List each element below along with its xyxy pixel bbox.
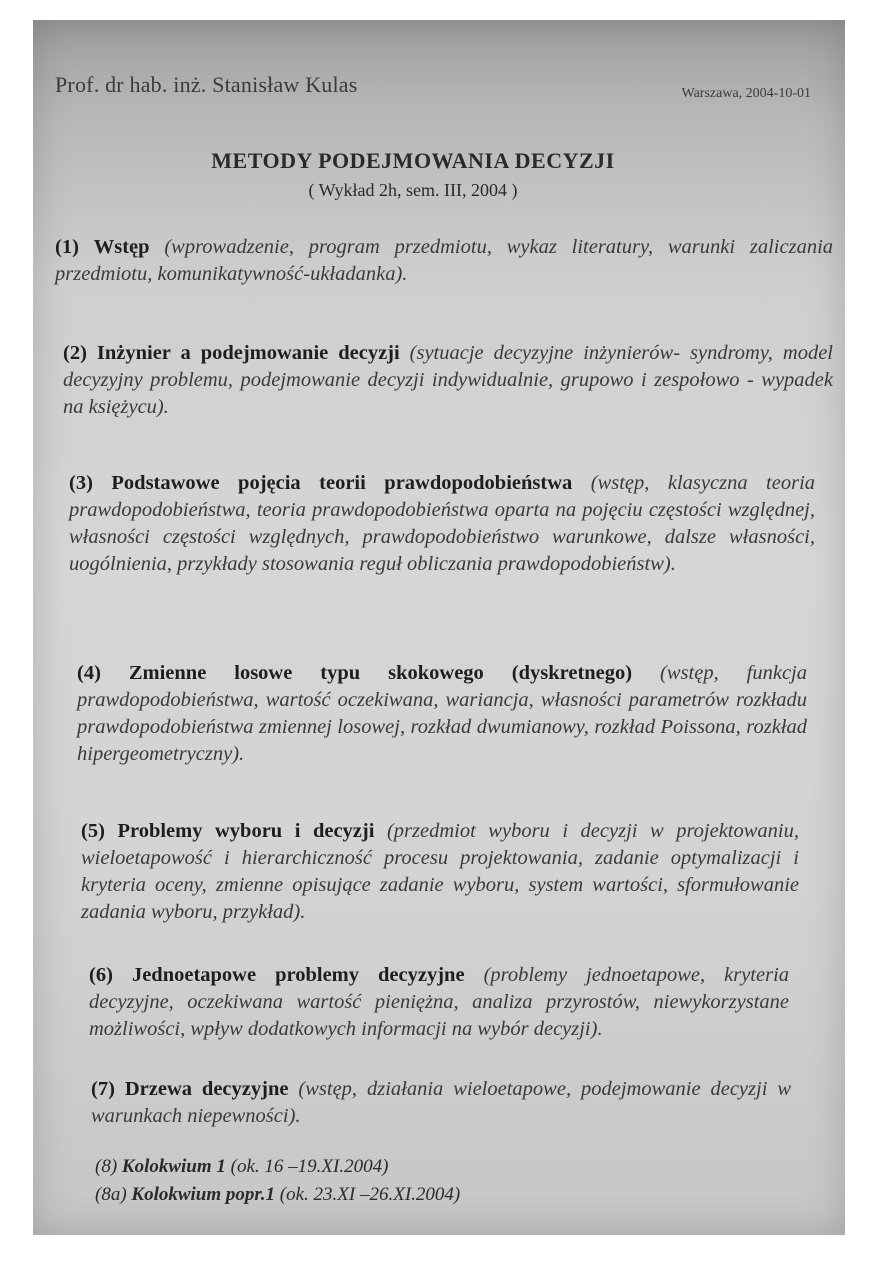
item-heading: Problemy wyboru i decyzji — [117, 820, 375, 842]
item-description: (wstęp, funkcja prawdopodobieństwa, wartość oczekiwana, wariancja, własności parametrów rozkładu prawdopodobieństwa zmiennej losowej, rozkład dwumianowy, rozkład Poissona, rozkład hipergeometryczny). — [77, 662, 807, 765]
item-number: (7) — [91, 1078, 115, 1100]
colloquium-number: (8a) — [95, 1184, 127, 1205]
item-number: (3) — [69, 472, 93, 494]
item-number: (1) — [55, 236, 79, 258]
author-line: Prof. dr hab. inż. Stanisław Kulas — [55, 72, 358, 97]
lecture-item-7 — [91, 1076, 791, 1130]
colloquium-dates: (ok. 23.XI –26.XI.2004) — [279, 1184, 461, 1205]
colloquium-8a — [95, 1184, 460, 1206]
colloquium-label: Kolokwium popr.1 — [131, 1184, 276, 1205]
colloquium-8 — [95, 1156, 388, 1178]
lecture-item-1 — [55, 234, 833, 288]
item-number: (4) — [77, 662, 101, 684]
lecture-item-3 — [69, 470, 815, 578]
colloquium-number: (8) — [95, 1156, 118, 1177]
lecture-item-6 — [89, 962, 789, 1043]
item-description: (sytuacje decyzyjne inżynierów- syndromy, model decyzyjny problemu, podejmowanie decyzji indywidualnie, grupowo i zespołowo - wypadek na księżycu). — [63, 342, 833, 418]
date-line: Warszawa, 2004-10-01 — [681, 86, 811, 101]
item-heading: Inżynier a podejmowanie decyzji — [96, 342, 400, 364]
item-number: (5) — [81, 820, 105, 842]
lecture-item-2 — [63, 340, 833, 421]
item-heading: Podstawowe pojęcia teorii prawdopodobieństwa — [111, 472, 573, 494]
item-heading: Wstęp — [93, 236, 150, 258]
colloquium-dates: (ok. 16 –19.XI.2004) — [230, 1156, 389, 1177]
item-description: (wstęp, klasyczna teoria prawdopodobieństwa, teoria prawdopodobieństwa oparta na pojęciu częstości względnej, własności częstości względnych, prawdopodobieństwo warunkowe, dalsze własności, uogólnienia, przykłady stosowania reguł obliczania prawdopodobieństw). — [69, 472, 816, 575]
lecture-item-5 — [81, 818, 799, 926]
document-page — [33, 20, 845, 1235]
item-heading: Drzewa decyzyjne — [124, 1078, 289, 1100]
item-description: (przedmiot wyboru i decyzji w projektowaniu, wieloetapowość i hierarchiczność procesu projektowania, zadanie optymalizacji i kryteria oceny, zmienne opisujące zadanie wyboru, system wartości, sformułowanie zadania wyboru, przykład). — [81, 820, 799, 923]
item-description: (wprowadzenie, program przedmiotu, wykaz literatury, warunki zaliczania przedmiotu, komunikatywność-układanka). — [55, 236, 834, 285]
item-heading: Zmienne losowe typu skokowego (dyskretnego) — [128, 662, 633, 684]
item-description: (wstęp, działania wieloetapowe, podejmowanie decyzji w warunkach niepewności). — [91, 1078, 792, 1127]
lecture-item-4 — [77, 660, 807, 768]
item-description: (problemy jednoetapowe, kryteria decyzyjne, oczekiwana wartość pieniężna, analiza przyrostów, niewykorzystane możliwości, wpływ dodatkowych informacji na wybór decyzji). — [89, 964, 790, 1040]
item-heading: Jednoetapowe problemy decyzyjne — [131, 964, 465, 986]
document-title: METODY PODEJMOWANIA DECYZJI — [211, 148, 615, 173]
item-number: (6) — [89, 964, 113, 986]
document-subtitle: ( Wykład 2h, sem. III, 2004 ) — [308, 180, 518, 200]
item-number: (2) — [63, 342, 87, 364]
colloquium-label: Kolokwium 1 — [121, 1156, 226, 1177]
